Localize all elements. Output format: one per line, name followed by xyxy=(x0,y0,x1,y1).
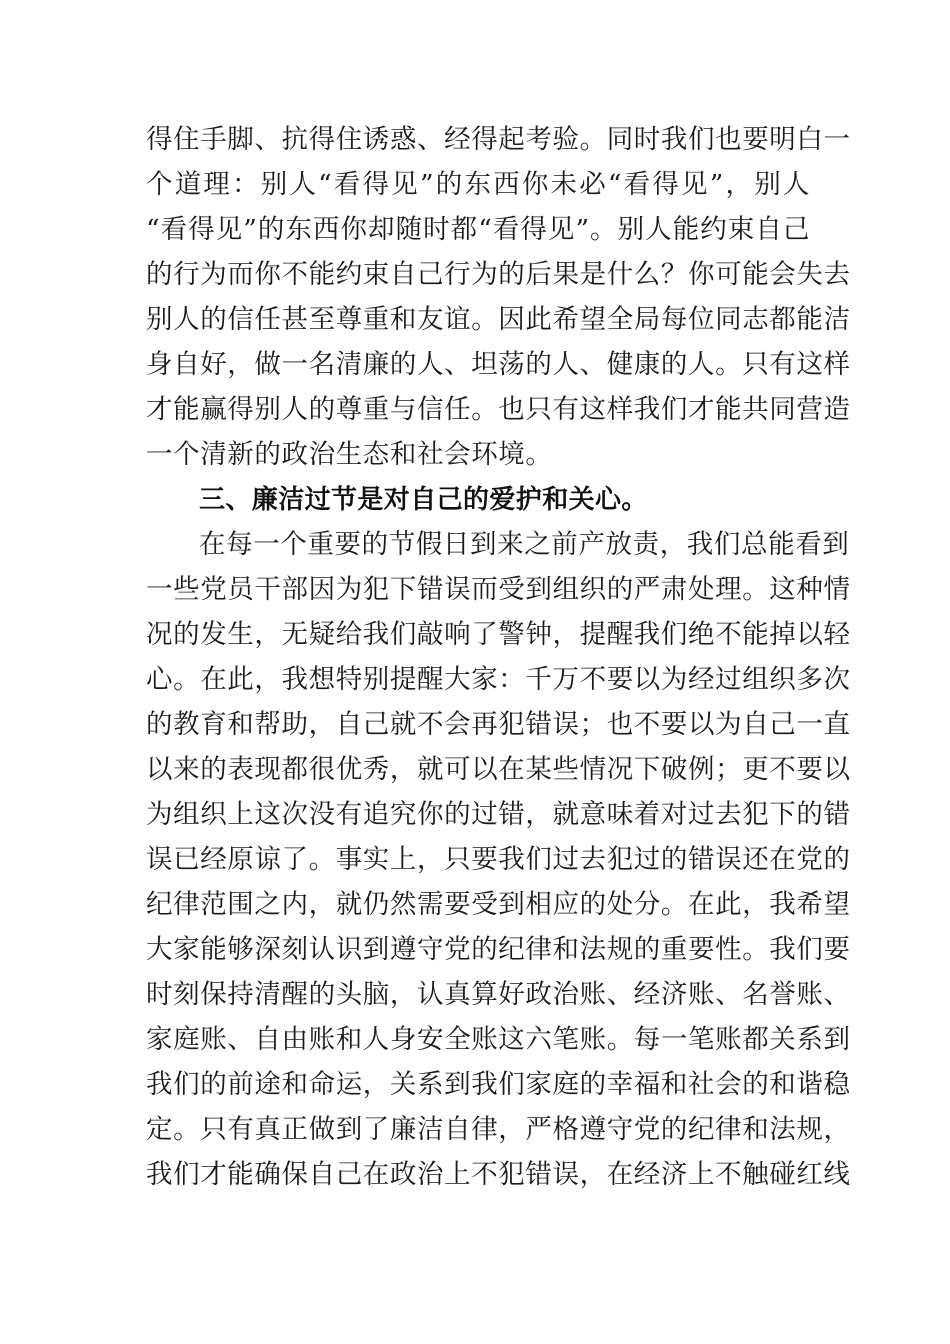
paragraph-line: 得住手脚、抗得住诱惑、经得起考验。同时我们也要明白一 xyxy=(146,124,851,155)
paragraph-line: 我们才能确保自己在政治上不犯错误，在经济上不触碰红线 xyxy=(146,1159,851,1190)
paragraph-line: 时刻保持清醒的头脑，认真算好政治账、经济账、名誉账、 xyxy=(146,979,851,1010)
paragraph-line: 误已经原谅了。事实上，只要我们过去犯过的错误还在党的 xyxy=(146,844,851,875)
paragraph-line: 况的发生，无疑给我们敲响了警钟，提醒我们绝不能掉以轻 xyxy=(146,619,851,650)
paragraph-line: 家庭账、自由账和人身安全账这六笔账。每一笔账都关系到 xyxy=(146,1024,851,1055)
paragraph-line: 为组织上这次没有追究你的过错，就意味着对过去犯下的错 xyxy=(146,799,851,830)
paragraph-line: 在每一个重要的节假日到来之前产放责，我们总能看到 xyxy=(199,529,850,560)
paragraph-line: 一些党员干部因为犯下错误而受到组织的严肃处理。这种情 xyxy=(146,574,851,605)
paragraph-line: 纪律范围之内，就仍然需要受到相应的处分。在此，我希望 xyxy=(146,889,851,920)
section-heading: 三、廉洁过节是对自己的爱护和关心。 xyxy=(199,485,648,515)
paragraph-line: 心。在此，我想特别提醒大家：千万不要以为经过组织多次 xyxy=(146,664,851,695)
paragraph-line: 的行为而你不能约束自己行为的后果是什么？你可能会失去 xyxy=(146,259,851,290)
paragraph-line: 个道理：别人“看得见”的东西你未必“看得见”，别人 xyxy=(146,169,810,200)
paragraph-line: 身自好，做一名清廉的人、坦荡的人、健康的人。只有这样 xyxy=(146,349,851,380)
paragraph-line: 定。只有真正做到了廉洁自律，严格遵守党的纪律和法规， xyxy=(146,1114,851,1145)
paragraph-line: 才能赢得别人的尊重与信任。也只有这样我们才能共同营造 xyxy=(146,394,851,425)
paragraph-line: “看得见”的东西你却随时都“看得见”。别人能约束自己 xyxy=(146,214,810,245)
paragraph-line: 以来的表现都很优秀，就可以在某些情况下破例；更不要以 xyxy=(146,754,851,785)
paragraph-line: 的教育和帮助，自己就不会再犯错误；也不要以为自己一直 xyxy=(146,709,851,740)
paragraph-line: 大家能够深刻认识到遵守党的纪律和法规的重要性。我们要 xyxy=(146,934,851,965)
paragraph-line: 别人的信任甚至尊重和友谊。因此希望全局每位同志都能洁 xyxy=(146,304,851,335)
paragraph-line: 我们的前途和命运，关系到我们家庭的幸福和社会的和谐稳 xyxy=(146,1069,851,1100)
paragraph-line: 一个清新的政治生态和社会环境。 xyxy=(146,439,553,470)
